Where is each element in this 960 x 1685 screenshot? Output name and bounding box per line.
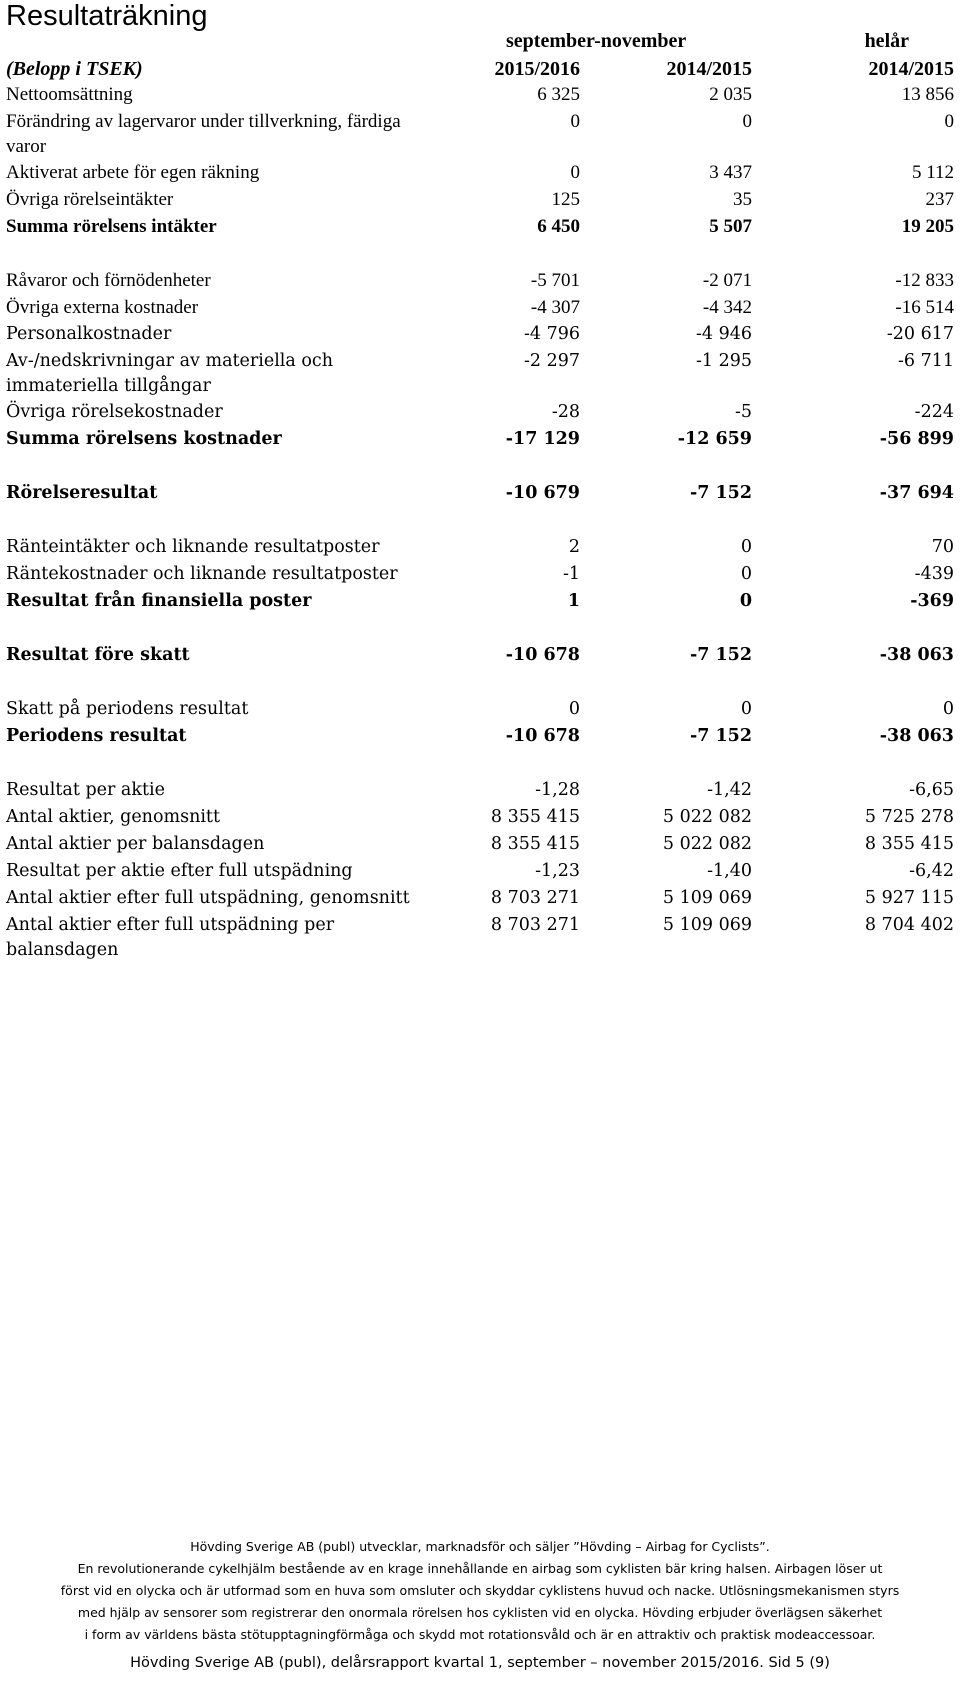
value-full-year: 5 725 278: [864, 807, 954, 827]
table-row: [0, 859, 960, 886]
value-period-current: -5 701: [530, 270, 580, 291]
value-full-year: -369: [910, 591, 954, 611]
value-period-current: 0: [570, 162, 580, 183]
value-period-previous: 0: [739, 591, 752, 611]
value-full-year: 13 856: [901, 84, 954, 105]
row-label: Resultat per aktie efter full utspädning: [6, 861, 353, 881]
row-label: Rörelseresultat: [6, 483, 158, 503]
row-label: Resultat från finansiella poster: [6, 591, 312, 611]
value-period-current: 8 703 271: [490, 915, 580, 935]
row-label: Antal aktier efter full utspädning per balansdagen: [6, 915, 335, 960]
row-label: Periodens resultat: [6, 726, 187, 746]
value-period-current: -17 129: [505, 429, 580, 449]
value-period-current: 0: [568, 699, 580, 719]
table-row: [0, 187, 960, 214]
value-full-year: -38 063: [879, 726, 954, 746]
row-label: Övriga rörelseintäkter: [6, 189, 174, 210]
footer-line: En revolutionerande cykelhjälm bestående av en krage innehållande en airbag som cyklisten bär kring halsen. Airbagen löser ut: [77, 1561, 883, 1576]
table-row: [0, 349, 960, 396]
value-period-previous: -2 071: [702, 270, 752, 291]
value-full-year: 70: [931, 537, 954, 557]
value-period-previous: -1,40: [707, 861, 752, 881]
table-row: [0, 643, 960, 670]
column-header-3: 2014/2015: [868, 58, 954, 80]
value-period-current: -2 297: [523, 351, 580, 371]
table-row: [0, 913, 960, 960]
value-full-year: 5 927 115: [864, 888, 954, 908]
value-full-year: -12 833: [895, 270, 954, 291]
row-label: Summa rörelsens kostnader: [6, 429, 282, 449]
table-row: [0, 481, 960, 508]
fullyear-group-header: helår: [864, 30, 909, 52]
column-header-1: 2015/2016: [494, 58, 580, 80]
value-period-previous: -1,42: [707, 780, 752, 800]
value-full-year: -56 899: [879, 429, 954, 449]
value-period-previous: 0: [740, 564, 752, 584]
row-label: Räntekostnader och liknande resultatposter: [6, 564, 398, 584]
table-row: [0, 268, 960, 295]
value-full-year: 8 355 415: [864, 834, 954, 854]
row-label: Övriga externa kostnader: [6, 297, 199, 318]
row-label: Förändring av lagervaror under tillverkning, färdiga varor: [6, 111, 401, 157]
row-label: Summa rörelsens intäkter: [6, 216, 217, 237]
value-period-current: -28: [551, 402, 580, 422]
value-period-current: 125: [551, 189, 580, 210]
value-period-previous: 2 035: [709, 84, 752, 105]
table-row: [0, 82, 960, 109]
row-label: Resultat före skatt: [6, 645, 190, 665]
table-row: [0, 109, 960, 157]
value-period-previous: -4 946: [695, 324, 752, 344]
value-full-year: 0: [942, 699, 954, 719]
row-label: Antal aktier efter full utspädning, genomsnitt: [6, 888, 410, 908]
table-row: [0, 160, 960, 187]
table-row: [0, 562, 960, 589]
value-full-year: 0: [944, 111, 954, 132]
value-full-year: -224: [914, 402, 954, 422]
value-period-previous: -1 295: [695, 351, 752, 371]
table-row: [0, 697, 960, 724]
value-period-current: -1,28: [535, 780, 580, 800]
table-row: [0, 589, 960, 616]
value-full-year: -37 694: [879, 483, 954, 503]
footer-line: med hjälp av sensorer som registrerar den onormala rörelsen hos cyklisten vid en olycka. Hövding erbjuder överlägsen säkerhet: [77, 1605, 883, 1620]
value-period-current: 8 355 415: [490, 834, 580, 854]
value-period-previous: -7 152: [689, 726, 752, 746]
value-full-year: -439: [914, 564, 954, 584]
value-period-current: 6 450: [537, 216, 580, 237]
table-row: [0, 322, 960, 349]
value-period-current: 2: [568, 537, 580, 557]
value-period-current: -10 678: [505, 645, 580, 665]
value-period-previous: 0: [742, 111, 752, 132]
row-label: Ränteintäkter och liknande resultatposter: [6, 537, 380, 557]
value-period-current: -4 796: [523, 324, 580, 344]
value-full-year: -20 617: [886, 324, 954, 344]
value-full-year: 8 704 402: [864, 915, 954, 935]
value-period-previous: 5 022 082: [662, 807, 752, 827]
value-period-current: 0: [570, 111, 580, 132]
value-period-current: -10 678: [505, 726, 580, 746]
value-full-year: -38 063: [879, 645, 954, 665]
column-header-2: 2014/2015: [666, 58, 752, 80]
row-label: Skatt på periodens resultat: [6, 699, 249, 719]
value-period-previous: 5 109 069: [662, 888, 752, 908]
footer-line: först vid en olycka och är utformad som en huva som omsluter och skyddar cyklistens huvud och nacke. Utlösningsmekanismen styrs: [60, 1583, 900, 1598]
row-label: Resultat per aktie: [6, 780, 165, 800]
period-group-header: september-november: [506, 30, 687, 52]
table-row: [0, 214, 960, 241]
value-full-year: -6 711: [897, 351, 954, 371]
value-period-previous: 0: [740, 537, 752, 557]
row-label: Av-/nedskrivningar av materiella och immateriella tillgångar: [6, 351, 334, 396]
row-label: Antal aktier, genomsnitt: [6, 807, 220, 827]
footer-line: i form av världens bästa stötupptagningförmåga och skydd mot rotationsvåld och är en attraktiv och praktisk modeaccessoar.: [84, 1627, 876, 1642]
value-period-current: 6 325: [537, 84, 580, 105]
value-period-current: -1,23: [535, 861, 580, 881]
table-row: [0, 427, 960, 454]
value-period-previous: -5: [734, 402, 752, 422]
value-period-previous: 5 109 069: [662, 915, 752, 935]
value-period-previous: 5 022 082: [662, 834, 752, 854]
table-row: [0, 805, 960, 832]
table-row: [0, 295, 960, 322]
table-row: [0, 724, 960, 751]
table-row: [0, 535, 960, 562]
row-label: Övriga rörelsekostnader: [6, 402, 223, 422]
page-footer: Hövding Sverige AB (publ), delårsrapport kvartal 1, september – november 2015/2016. Sid 5 (9): [130, 1655, 830, 1671]
value-period-previous: -7 152: [689, 645, 752, 665]
value-period-current: 8 703 271: [490, 888, 580, 908]
table-row: [0, 400, 960, 427]
value-full-year: 5 112: [911, 162, 954, 183]
table-row: [0, 886, 960, 913]
footer-line: Hövding Sverige AB (publ) utvecklar, marknadsför och säljer ”Hövding – Airbag for Cyclists”.: [190, 1539, 770, 1554]
value-period-current: -1: [562, 564, 580, 584]
value-full-year: 237: [925, 189, 954, 210]
page-title: Resultaträkning: [6, 0, 208, 32]
value-period-previous: -12 659: [677, 429, 752, 449]
value-period-previous: 0: [740, 699, 752, 719]
row-label: Personalkostnader: [6, 324, 172, 344]
table-row: [0, 832, 960, 859]
row-label: Aktiverat arbete för egen räkning: [6, 162, 260, 183]
value-period-previous: -4 342: [702, 297, 752, 318]
table-row: [0, 778, 960, 805]
value-full-year: 19 205: [901, 216, 954, 237]
value-period-current: -4 307: [530, 297, 580, 318]
unit-label: (Belopp i TSEK): [6, 58, 143, 80]
value-period-previous: 35: [733, 189, 752, 210]
row-label: Nettoomsättning: [6, 84, 133, 105]
value-period-current: 8 355 415: [490, 807, 580, 827]
value-full-year: -6,42: [909, 861, 954, 881]
row-label: Råvaror och förnödenheter: [6, 270, 211, 291]
value-full-year: -6,65: [909, 780, 954, 800]
row-label: Antal aktier per balansdagen: [6, 834, 265, 854]
value-period-previous: 3 437: [709, 162, 752, 183]
value-period-current: 1: [567, 591, 580, 611]
value-period-previous: -7 152: [689, 483, 752, 503]
value-period-previous: 5 507: [709, 216, 752, 237]
value-period-current: -10 679: [505, 483, 580, 503]
value-full-year: -16 514: [895, 297, 954, 318]
